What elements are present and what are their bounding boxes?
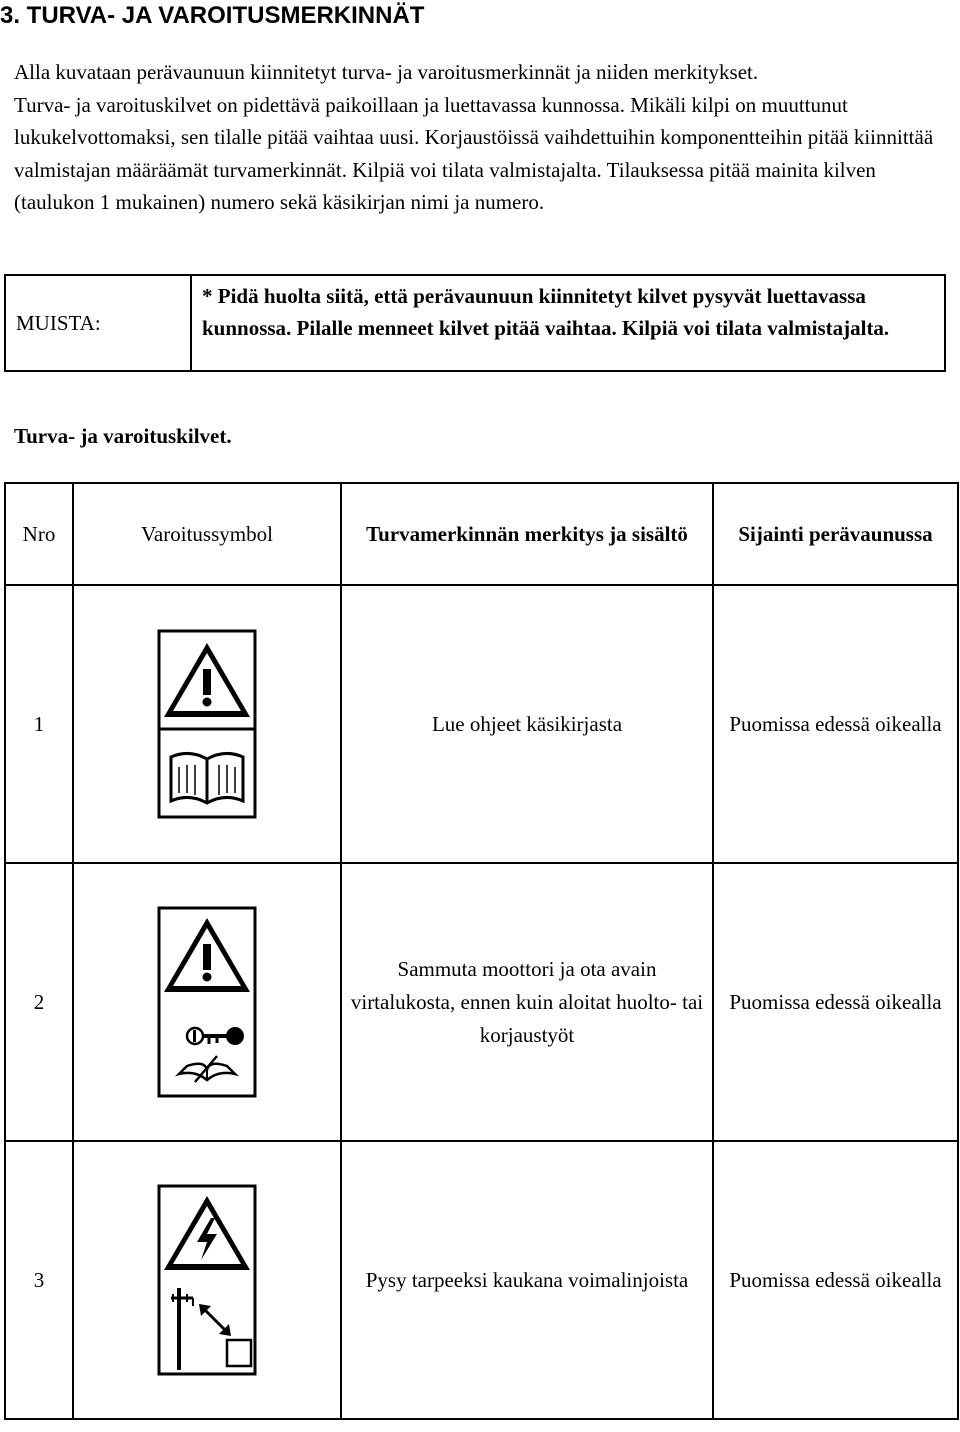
intro-text [14,56,944,219]
warning-power-lines-icon [157,1184,257,1376]
row-symbol [73,1141,341,1419]
table-header-row [5,483,958,585]
reminder-box [4,274,946,372]
row-meaning: Sammuta moottori ja ota avain virtalukosta, ennen kuin aloitat huolto- tai korjaustyöt [341,863,713,1141]
row-location: Puomissa edessä oikealla [713,585,958,863]
header-meaning: Turvamerkinnän merkitys ja sisältö [341,483,713,585]
row-meaning: Lue ohjeet käsikirjasta [341,585,713,863]
row-number: 2 [5,863,73,1141]
warning-remove-key-icon [157,906,257,1098]
table-title: Turva- ja varoituskilvet. [14,424,232,448]
page-heading: 3. TURVA- JA VAROITUSMERKINNÄT [0,2,425,29]
reminder-label: MUISTA: [6,276,192,370]
row-symbol [73,585,341,863]
row-symbol [73,863,341,1141]
reminder-text: * Pidä huolta siitä, että perävaunuun kiinnitetyt kilvet pysyvät luettavassa kunnossa. Pilalle menneet kilvet pitää vaihtaa. Kilpiä voi tilata valmistajalta. [202,284,890,340]
header-symbol: Varoitussymbol [73,483,341,585]
warning-read-manual-icon [157,629,257,819]
table-row [5,863,958,1141]
row-meaning: Pysy tarpeeksi kaukana voimalinjoista [341,1141,713,1419]
row-number: 3 [5,1141,73,1419]
table-row [5,1141,958,1419]
intro-paragraph-2: Turva- ja varoituskilvet on pidettävä paikoillaan ja luettavassa kunnossa. Mikäli kilpi on muuttunut lukukelvottomaksi, sen tilalle pitää vaihtaa uusi. Korjaustöissä vaihdettuihin komponentteihin pitää kiinnittää valmistajan määräämät turvamerkinnät. Kilpiä voi tilata valmistajalta. Tilauksessa pitää mainita kilven (taulukon 1 mukainen) numero sekä käsikirjan nimi ja numero. [14,92,934,214]
table-row [5,585,958,863]
intro-paragraph-1: Alla kuvataan perävaunuun kiinnitetyt turva- ja varoitusmerkinnät ja niiden merkitykset. [14,60,759,84]
row-number: 1 [5,585,73,863]
header-location: Sijainti perävaunussa [713,483,958,585]
row-location: Puomissa edessä oikealla [713,863,958,1141]
header-nro: Nro [5,483,73,585]
row-location: Puomissa edessä oikealla [713,1141,958,1419]
warning-signs-table [4,482,959,1420]
